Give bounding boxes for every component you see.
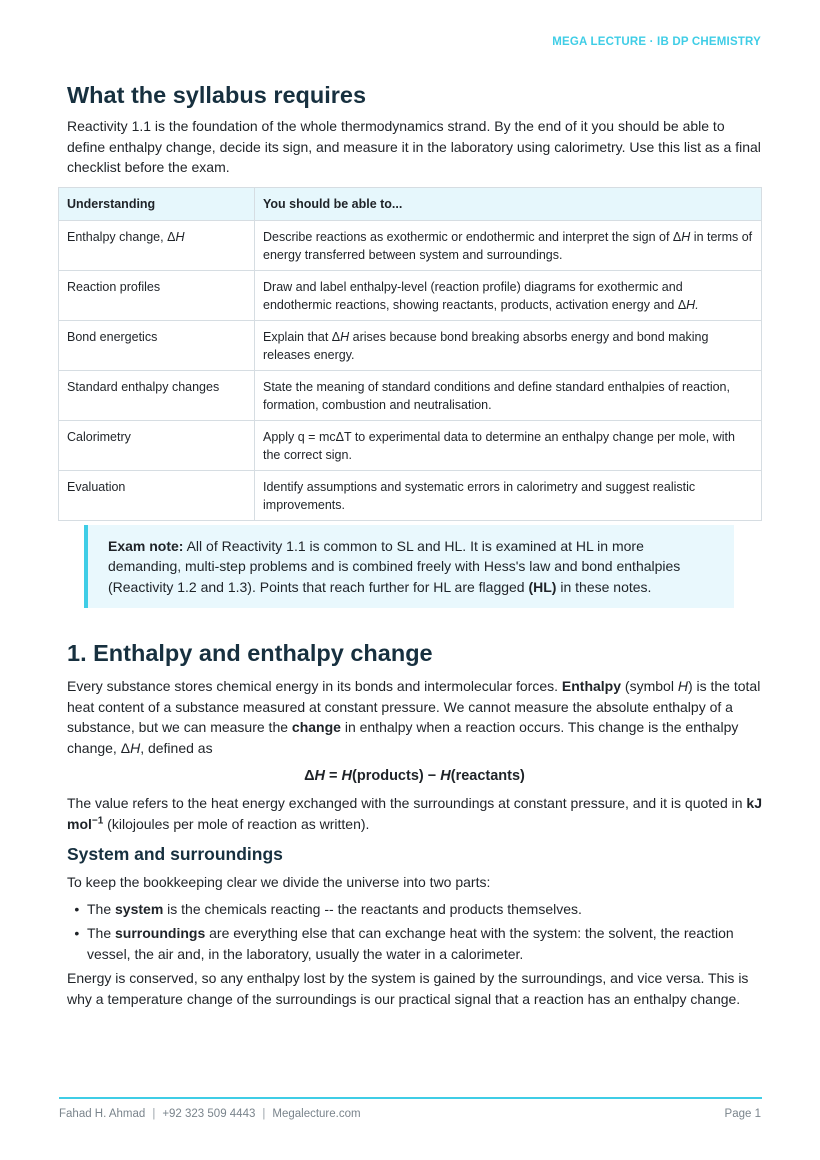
table-cell-desc: Describe reactions as exothermic or endothermic and interpret the sign of ΔH in terms of energy transferred between system and surroundings. bbox=[255, 220, 762, 270]
footer-contact: Fahad H. Ahmad | +92 323 509 4443 | Megalecture.com bbox=[59, 1108, 361, 1120]
table-cell-topic: Bond energetics bbox=[59, 320, 255, 370]
syllabus-table bbox=[58, 187, 762, 521]
table-header-row bbox=[59, 187, 762, 220]
footer-author: Fahad H. Ahmad bbox=[59, 1108, 146, 1120]
syllabus-intro: Reactivity 1.1 is the foundation of the whole thermodynamics strand. By the end of it you should be able to define enthalpy change, decide its sign, and measure it in the laboratory using calorimetry. Use this list as a final checklist before the exam. bbox=[67, 118, 761, 175]
footer-phone: +92 323 509 4443 bbox=[162, 1108, 256, 1120]
page-number: Page 1 bbox=[724, 1108, 761, 1120]
table-cell-desc: State the meaning of standard conditions and define standard enthalpies of reaction, formation, combustion and neutralisation. bbox=[255, 370, 762, 420]
table-header-able-to: You should be able to... bbox=[255, 187, 762, 220]
section1-title: 1. Enthalpy and enthalpy change bbox=[67, 640, 433, 666]
exam-note-callout bbox=[84, 525, 734, 609]
page-content bbox=[67, 80, 762, 1009]
list-item: • The surroundings are everything else that can exchange heat with the system: the solvent, the reaction vessel, the air and, in the laboratory, usually the water in a calorimeter. bbox=[87, 923, 762, 964]
system-intro: To keep the bookkeeping clear we divide the universe into two parts: bbox=[67, 874, 491, 890]
header-tag: MEGA LECTURE · IB DP CHEMISTRY bbox=[552, 36, 761, 48]
units-paragraph: The value refers to the heat energy exchanged with the surroundings at constant pressure, and it is quoted in kJ mol$^{-1}$ (kilojoules per mole of reaction as written). bbox=[67, 795, 762, 832]
footer-divider bbox=[59, 1097, 762, 1099]
footer-site: Megalecture.com bbox=[272, 1108, 361, 1120]
syllabus-title: What the syllabus requires bbox=[67, 82, 367, 108]
table-cell-desc: Explain that ΔH arises because bond breaking absorbs energy and bond making releases energy. bbox=[255, 320, 762, 370]
exam-note-tail: in these notes. bbox=[556, 578, 652, 595]
exam-note-flag: (HL) bbox=[528, 578, 557, 595]
table-row bbox=[59, 220, 762, 270]
table-cell-topic: Calorimetry bbox=[59, 420, 255, 470]
exam-note-label: Exam note: bbox=[108, 537, 184, 554]
table-cell-desc: Draw and label enthalpy-level (reaction profile) diagrams for exothermic and endothermic reactions, showing reactants, products, activation energy and ΔH. bbox=[255, 270, 762, 320]
table-header-understanding: Understanding bbox=[59, 187, 255, 220]
table-cell-topic: Standard enthalpy changes bbox=[59, 370, 255, 420]
exam-note-text: All of Reactivity 1.1 is common to SL and HL. It is examined at HL in more demanding, multi-step problems and is combined freely with Hess's law and bond enthalpies (Reactivity 1.2 and 1.3). Points that reach further for HL are flagged bbox=[108, 537, 681, 595]
system-list bbox=[67, 899, 762, 965]
table-cell-desc: Apply q = mcΔT to experimental data to determine an enthalpy change per mole, with the correct sign. bbox=[255, 420, 762, 470]
table-row bbox=[59, 270, 762, 320]
enthalpy-equation: ΔH = H(products) − H(reactants) bbox=[304, 768, 525, 784]
system-subheading: System and surroundings bbox=[67, 844, 283, 864]
table-cell-topic: Reaction profiles bbox=[59, 270, 255, 320]
table-row bbox=[59, 370, 762, 420]
table-cell-desc: Identify assumptions and systematic errors in calorimetry and suggest realistic improvements. bbox=[255, 470, 762, 520]
table-row bbox=[59, 320, 762, 370]
table-row bbox=[59, 420, 762, 470]
enthalpy-paragraph: Every substance stores chemical energy in its bonds and intermolecular forces. Enthalpy (symbol H) is the total heat content of a substance measured at constant pressure. We cannot measure the absolute enthalpy of a substance, but we can measure the change in enthalpy when a reaction occurs. This change is the enthalpy change, ΔH, defined as bbox=[67, 678, 761, 756]
energy-conservation-paragraph: Energy is conserved, so any enthalpy lost by the system is gained by the surroundings, and vice versa. This is why a temperature change of the surroundings is our practical signal that a reaction has an enthalpy change. bbox=[67, 970, 749, 1007]
table-row bbox=[59, 470, 762, 520]
list-item: • The system is the chemicals reacting -- the reactants and products themselves. bbox=[87, 899, 762, 920]
table-cell-topic: Enthalpy change, ΔH bbox=[59, 220, 255, 270]
table-cell-topic: Evaluation bbox=[59, 470, 255, 520]
